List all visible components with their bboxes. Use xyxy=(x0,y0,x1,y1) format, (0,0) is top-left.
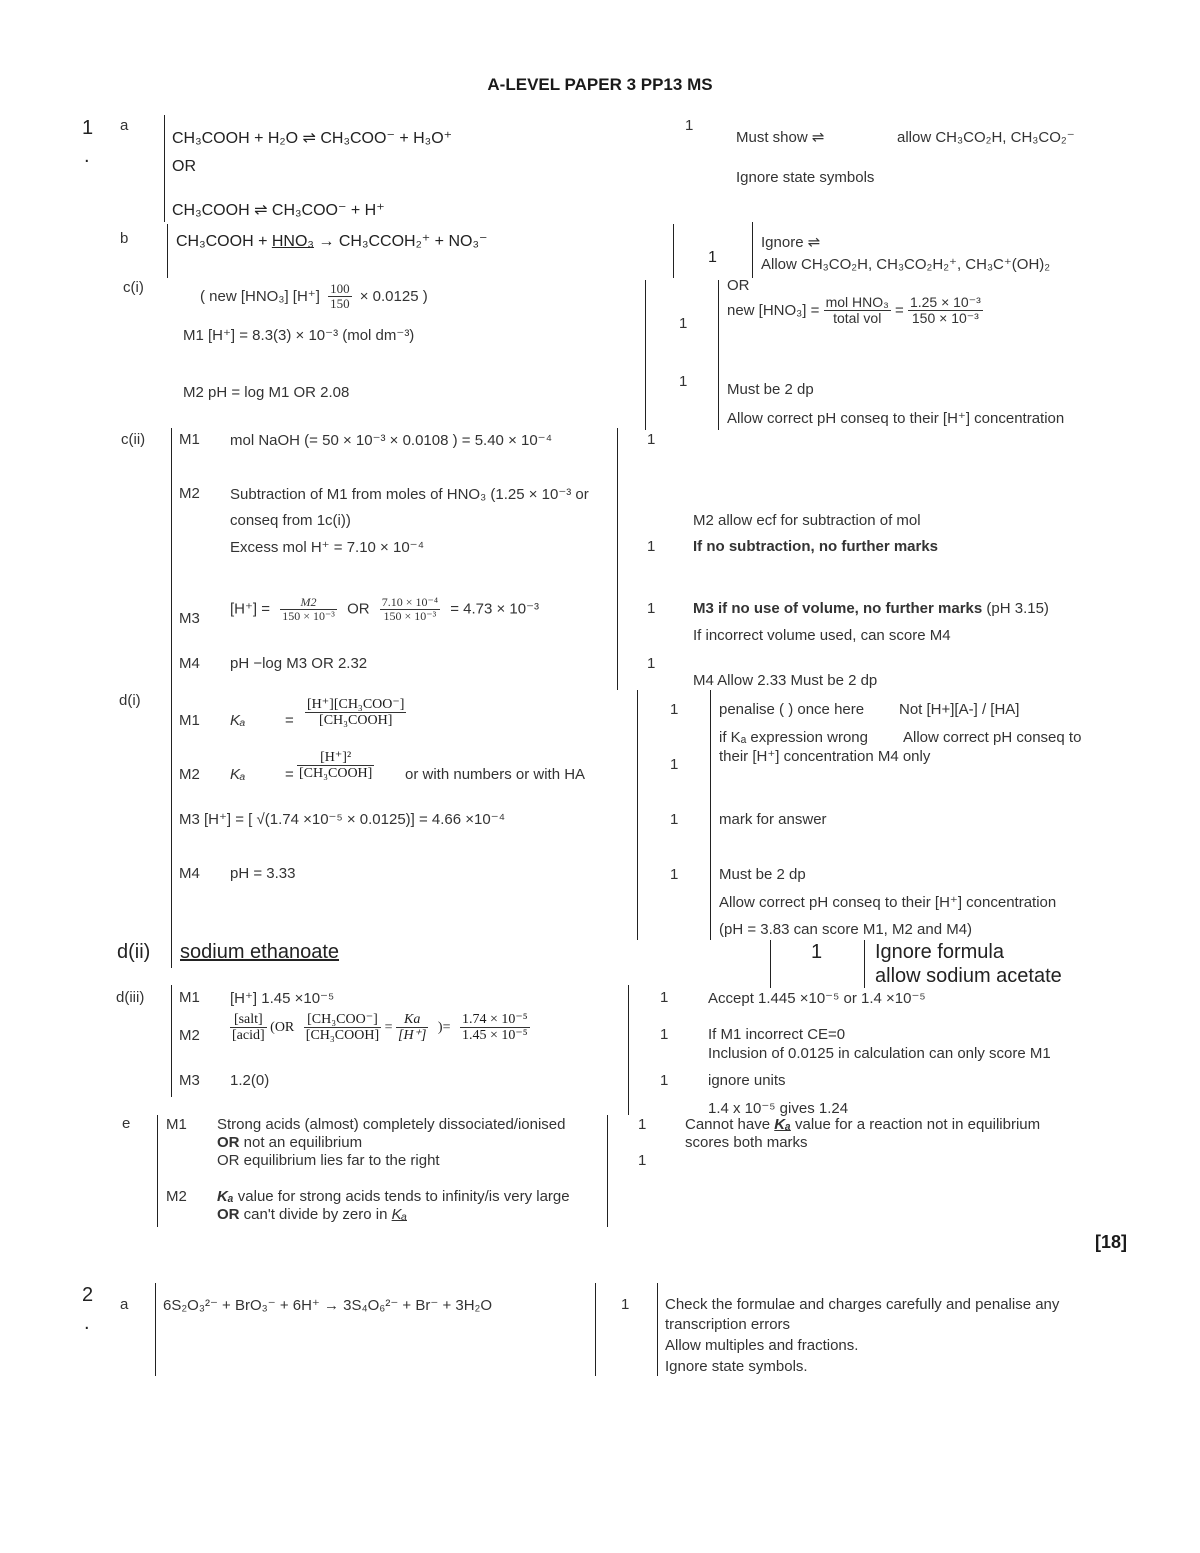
equation-1b xyxy=(176,231,487,251)
cii-m3-label: M3 xyxy=(179,610,200,627)
dii-note-1: Ignore formula xyxy=(875,941,1004,963)
divider xyxy=(657,1283,658,1376)
part-label-cii: c(ii) xyxy=(121,431,146,448)
di-m2-fraction xyxy=(297,750,374,782)
diii-m2 xyxy=(230,1012,530,1044)
note-1a-1: Must show ⇌ xyxy=(736,129,825,146)
mark-cii-2: 1 xyxy=(647,538,656,555)
diii-m2-num-1: [salt] xyxy=(230,1012,267,1028)
e-m1-b-or: OR xyxy=(217,1134,240,1151)
mark-di-3: 1 xyxy=(670,811,679,828)
di-m2-post: or with numbers or with HA xyxy=(405,766,586,783)
mark-di-4: 1 xyxy=(670,866,679,883)
cii-m3-note-1 xyxy=(693,600,1049,617)
diii-m2-den-4: 1.45 × 10⁻⁵ xyxy=(461,1028,528,1044)
mark-dii: 1 xyxy=(811,941,823,963)
divider xyxy=(155,1283,156,1376)
divider xyxy=(607,1115,608,1227)
cii-m3-pre: [H⁺] = xyxy=(230,600,271,618)
di-m4: pH = 3.33 xyxy=(230,865,296,882)
di-m1-eq: = xyxy=(285,712,294,729)
divider xyxy=(164,115,165,222)
page-title: A-LEVEL PAPER 3 PP13 MS xyxy=(487,75,713,94)
e-m1-a: Strong acids (almost) completely dissociated/ionised xyxy=(217,1116,566,1133)
mark-cii-3: 1 xyxy=(647,600,656,617)
divider xyxy=(770,940,771,988)
di-m1-frac xyxy=(305,697,406,729)
mark-e-1: 1 xyxy=(638,1116,647,1133)
diii-m2-num-4: 1.74 × 10⁻⁵ xyxy=(461,1012,528,1027)
question-number: 2 xyxy=(82,1284,94,1306)
diii-m2-note-2: Inclusion of 0.0125 in calculation can only score M1 xyxy=(708,1045,1051,1062)
di-m1-fraction xyxy=(305,697,406,729)
divider xyxy=(157,1115,158,1227)
di-m2-note-3: their [H⁺] concentration M4 only xyxy=(719,748,931,765)
cii-m3-note-2: If incorrect volume used, can score M4 xyxy=(693,627,951,644)
part-label-b: b xyxy=(120,230,129,247)
equation-2a: 6S₂O₃²⁻ + BrO₃⁻ + 6H⁺ → 3S₄O₆²⁻ + Br⁻ + 3H₂O xyxy=(163,1297,493,1314)
e-m2-b-or: OR xyxy=(217,1206,240,1223)
ci-working-post: × 0.0125 ) xyxy=(359,287,428,305)
equation-1a-2: CH₃COOH ⇌ CH₃COO⁻ + H⁺ xyxy=(172,202,385,219)
diii-m2-or: (OR xyxy=(270,1019,295,1035)
di-m4-label: M4 xyxy=(179,865,200,882)
e-m1-c: OR equilibrium lies far to the right xyxy=(217,1152,440,1169)
di-m3-note: mark for answer xyxy=(719,811,827,828)
mark-e-2: 1 xyxy=(638,1152,647,1169)
note-1a-3: Ignore state symbols xyxy=(736,169,875,186)
cii-m3 xyxy=(230,596,539,623)
ci-alt-den-1: total vol xyxy=(833,310,882,327)
cii-m1: mol NaOH (= 50 × 10⁻³ × 0.0108 ) = 5.40 × 10⁻⁴ xyxy=(230,432,553,449)
di-m1-label: M1 xyxy=(179,712,200,729)
ci-m2: M2 pH = log M1 OR 2.08 xyxy=(183,384,350,401)
ci-fraction-den: 150 xyxy=(330,296,350,312)
di-m1-note-1: penalise ( ) once here xyxy=(719,701,865,718)
di-m3: M3 [H⁺] = [ √(1.74 ×10⁻⁵ × 0.0125)] = 4.66 ×10⁻⁴ xyxy=(179,811,506,828)
diii-m2-den-2: [CH₃COOH] xyxy=(305,1028,380,1044)
e-m2-a xyxy=(217,1188,570,1205)
note-2a-3: Allow multiples and fractions. xyxy=(665,1337,859,1354)
equation-1b-underlined: HNO₃ xyxy=(271,233,314,250)
ci-alt-fraction-2 xyxy=(908,295,983,327)
ci-or: OR xyxy=(727,277,750,294)
ci-fraction xyxy=(328,282,352,312)
ci-note-1: Must be 2 dp xyxy=(727,381,814,398)
di-m1-den: [CH₃COOH] xyxy=(319,713,393,729)
di-m2-eq: = xyxy=(285,766,294,783)
divider xyxy=(595,1283,596,1376)
diii-m2-frac-3 xyxy=(396,1012,428,1044)
equation-1b-post: → CH₃CCOH₂⁺ + NO₃⁻ xyxy=(313,233,488,250)
diii-m2-frac-2 xyxy=(304,1012,381,1044)
diii-m3: 1.2(0) xyxy=(230,1072,270,1089)
mark-di-2: 1 xyxy=(670,756,679,773)
cii-m3-post: = 4.73 × 10⁻³ xyxy=(450,600,540,618)
dii-note-2: allow sodium acetate xyxy=(875,965,1062,987)
question-dot: . xyxy=(84,145,90,167)
note-2a-1: Check the formulae and charges carefully and penalise any xyxy=(665,1296,1060,1313)
part-label-a: a xyxy=(120,117,129,134)
note-2a-4: Ignore state symbols. xyxy=(665,1358,808,1375)
e-note-1-post: value for a reaction not in equilibrium xyxy=(790,1116,1041,1133)
ci-working-pre: ( new [HNO₃] [H⁺] xyxy=(200,287,320,305)
divider xyxy=(617,428,618,690)
mark-di-1: 1 xyxy=(670,701,679,718)
cii-m3-num-2: 7.10 × 10⁻⁴ xyxy=(381,595,439,609)
divider xyxy=(718,280,719,430)
cii-m3-num-1: M2 xyxy=(280,596,337,610)
mark-1b: 1 xyxy=(708,249,717,266)
divider xyxy=(628,985,629,1115)
cii-m3-den-1: 150 × 10⁻³ xyxy=(282,609,335,624)
question-dot: . xyxy=(84,1312,90,1334)
diii-m1-note: Accept 1.445 ×10⁻⁵ or 1.4 ×10⁻⁵ xyxy=(708,990,926,1007)
ci-m1: M1 [H⁺] = 8.3(3) × 10⁻³ (mol dm⁻³) xyxy=(183,327,415,344)
e-m2-b-text: can't divide by zero in xyxy=(239,1206,392,1223)
cii-m2-a: Subtraction of M1 from moles of HNO₃ (1.25 × 10⁻³ or xyxy=(230,486,589,503)
cii-m3-note-1-bold: M3 if no use of volume, no further marks xyxy=(693,600,983,617)
e-note-1 xyxy=(685,1116,1040,1133)
note-1a-2: allow CH₃CO₂H, CH₃CO₂⁻ xyxy=(897,129,1075,146)
cii-m2-b: conseq from 1c(i)) xyxy=(230,512,351,529)
cii-m2-label: M2 xyxy=(179,485,200,502)
mark-1a: 1 xyxy=(685,117,694,134)
ci-alt-den-2: 150 × 10⁻³ xyxy=(911,310,979,327)
di-m1-num: [H⁺][CH₃COO⁻] xyxy=(307,697,405,712)
di-m2-frac xyxy=(297,750,374,782)
divider xyxy=(645,280,646,430)
mark-diii-3: 1 xyxy=(660,1072,669,1089)
di-m2-k: Kₐ xyxy=(230,766,246,783)
divider xyxy=(864,940,865,988)
mark-2a: 1 xyxy=(621,1296,630,1313)
divider xyxy=(752,222,753,278)
part-label-dii: d(ii) xyxy=(117,941,151,963)
e-m2-b-k: Kₐ xyxy=(391,1206,407,1223)
divider xyxy=(171,428,172,690)
diii-m2-num-3: Ka xyxy=(396,1012,428,1028)
divider xyxy=(171,940,172,968)
e-m1-b xyxy=(217,1134,362,1151)
cii-m3-fraction-1 xyxy=(280,596,337,623)
diii-m2-close: )= xyxy=(437,1019,451,1035)
di-m2-num: [H⁺]² xyxy=(297,750,374,766)
mark-cii-1: 1 xyxy=(647,431,656,448)
cii-m1-label: M1 xyxy=(179,431,200,448)
diii-m3-label: M3 xyxy=(179,1072,200,1089)
e-m2-label: M2 xyxy=(166,1188,187,1205)
cii-m3-den-2: 150 × 10⁻³ xyxy=(383,609,437,624)
diii-m3-note-1: ignore units xyxy=(708,1072,786,1089)
cii-m4-note: M4 Allow 2.33 Must be 2 dp xyxy=(693,672,878,689)
di-m2-label: M2 xyxy=(179,766,200,783)
e-m2-a-text: value for strong acids tends to infinity/is very large xyxy=(233,1188,570,1205)
di-m1-note-2: Not [H+][A-] / [HA] xyxy=(899,701,1020,718)
equation-1a-1: CH₃COOH + H₂O ⇌ CH₃COO⁻ + H₃O⁺ xyxy=(172,130,453,147)
part-label-di: d(i) xyxy=(119,692,141,709)
ci-fraction-num: 100 xyxy=(330,281,350,296)
cii-m2-c: Excess mol H⁺ = 7.10 × 10⁻⁴ xyxy=(230,539,425,556)
e-m1-b-text: not an equilibrium xyxy=(239,1134,363,1151)
diii-m2-frac-4 xyxy=(460,1012,530,1044)
or-text: OR xyxy=(172,158,196,175)
mark-diii-2: 1 xyxy=(660,1026,669,1043)
diii-m2-den-3: [H⁺] xyxy=(398,1028,427,1044)
cii-m3-fraction-2 xyxy=(380,596,440,623)
diii-m2-eq: = xyxy=(384,1019,393,1035)
mark-diii-1: 1 xyxy=(660,989,669,1006)
di-m4-note-3: (pH = 3.83 can score M1, M2 and M4) xyxy=(719,921,973,938)
e-note-2: scores both marks xyxy=(685,1134,808,1151)
ci-alt-pre: new [HNO₃] = xyxy=(727,301,824,319)
diii-m3-note-2: 1.4 x 10⁻⁵ gives 1.24 xyxy=(708,1100,849,1117)
ci-alt-working xyxy=(727,295,983,327)
ci-alt-fraction-1 xyxy=(824,295,891,327)
diii-m2-note-1: If M1 incorrect CE=0 xyxy=(708,1026,846,1043)
ci-note-2: Allow correct pH conseq to their [H⁺] concentration xyxy=(727,410,1065,427)
di-m1-k: Kₐ xyxy=(230,712,246,729)
part-label-ci: c(i) xyxy=(123,279,144,296)
total-marks: [18] xyxy=(1095,1232,1128,1252)
part-label-diii: d(iii) xyxy=(116,989,145,1006)
question-number: 1 xyxy=(82,117,94,139)
part-label-e: e xyxy=(122,1115,131,1132)
ci-alt-num-1: mol HNO₃ xyxy=(825,294,889,310)
diii-m1: [H⁺] 1.45 ×10⁻⁵ xyxy=(230,990,335,1007)
cii-m3-or: OR xyxy=(347,600,370,618)
e-m2-a-k: Kₐ xyxy=(217,1188,234,1205)
cii-m4-label: M4 xyxy=(179,655,200,672)
di-m2-den: [CH₃COOH] xyxy=(299,766,373,782)
diii-m1-label: M1 xyxy=(179,989,200,1006)
divider xyxy=(673,224,674,278)
e-m1-label: M1 xyxy=(166,1116,187,1133)
ci-alt-num-2: 1.25 × 10⁻³ xyxy=(909,294,981,310)
divider xyxy=(710,690,711,940)
equation-1b-pre: CH₃COOH + xyxy=(176,233,272,250)
di-m2-note-1: if Kₐ expression wrong xyxy=(719,729,868,746)
di-m4-note-1: Must be 2 dp xyxy=(719,866,806,883)
cii-m3-note-1-rest: (pH 3.15) xyxy=(982,600,1049,617)
cii-m2-note-1: M2 allow ecf for subtraction of mol xyxy=(693,512,921,529)
mark-ci-1: 1 xyxy=(679,315,688,332)
di-m4-note-2: Allow correct pH conseq to their [H⁺] concentration xyxy=(719,894,1057,911)
e-note-1-pre: Cannot have xyxy=(685,1116,775,1133)
e-m2-b xyxy=(217,1206,407,1223)
di-m2-note-2: Allow correct pH conseq to xyxy=(903,729,1082,746)
note-1b-2: Allow CH₃CO₂H, CH₃CO₂H₂⁺, CH₃C⁺(OH)₂ xyxy=(761,256,1051,273)
ci-working xyxy=(200,282,428,312)
note-1b-1: Ignore ⇌ xyxy=(761,234,821,251)
diii-m2-label: M2 xyxy=(179,1027,200,1044)
cii-m4: pH −log M3 OR 2.32 xyxy=(230,655,368,672)
cii-m2-note-2: If no subtraction, no further marks xyxy=(693,538,939,555)
divider xyxy=(167,224,168,278)
ci-alt-eq: = xyxy=(890,301,908,319)
mark-ci-2: 1 xyxy=(679,373,688,390)
note-2a-2: transcription errors xyxy=(665,1316,791,1333)
mark-cii-4: 1 xyxy=(647,655,656,672)
divider xyxy=(637,690,638,940)
e-note-1-k: Kₐ xyxy=(774,1116,791,1133)
diii-m2-den-1: [acid] xyxy=(232,1028,265,1044)
part-label-2a: a xyxy=(120,1296,129,1313)
diii-m2-frac-1 xyxy=(230,1012,267,1044)
divider xyxy=(171,985,172,1097)
diii-m2-num-2: [CH₃COO⁻] xyxy=(304,1012,381,1028)
divider xyxy=(171,690,172,940)
dii-answer: sodium ethanoate xyxy=(180,941,340,963)
